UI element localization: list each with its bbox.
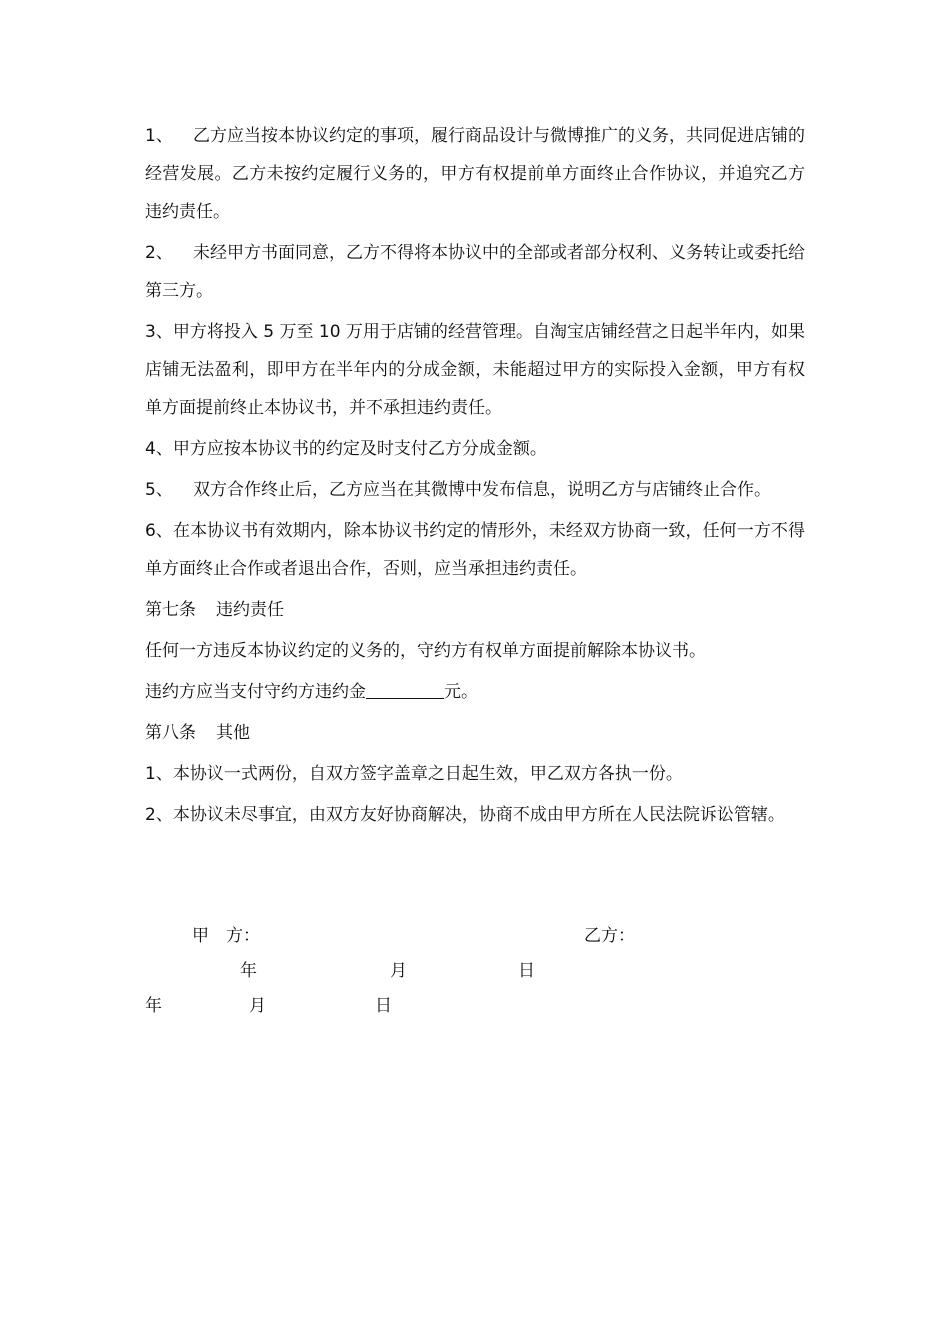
clause-5: 5、 双方合作终止后，乙方应当在其微博中发布信息，说明乙方与店铺终止合作。 (145, 480, 771, 500)
clause-text: 甲方应按本协议书的约定及时支付乙方分成金额。 (172, 439, 547, 459)
article-8-item-2: 2、本协议未尽事宜，由双方友好协商解决，协商不成由甲方所在人民法院诉讼管辖。 (145, 805, 785, 825)
party-b-month: 月 (249, 996, 266, 1016)
document-body (145, 117, 805, 837)
article-7-line-2: 违约方应当支付守约方违约金 元。 (145, 673, 805, 711)
party-a-year: 年 (240, 961, 257, 981)
clause-1: 1、 乙方应当按本协议约定的事项，履行商品设计与微博推广的义务，共同促进店铺的经营发展。乙方未按约定履行义务的，甲方有权提前单方面终止合作协议，并追究乙方违约责任。 (145, 126, 805, 222)
party-a-label: 甲 方： (192, 926, 260, 946)
clause-3: 3、甲方将投入 5 万至 10 万用于店铺的经营管理。自淘宝店铺经营之日起半年内，如果店铺无法盈利，即甲方在半年内的分成金额，未能超过甲方的实际投入金额，甲方有权单方面提前终止本协议书，并不承担违约责任。 (145, 322, 805, 418)
clause-text: 双方合作终止后，乙方应当在其微博中发布信息，说明乙方与店铺终止合作。 (193, 480, 771, 500)
penalty-amount-blank (366, 678, 444, 699)
article-8-item-1: 1、本协议一式两份，自双方签字盖章之日起生效，甲乙双方各执一份。 (145, 764, 683, 784)
clause-text: 甲方将投入 5 万至 10 万用于店铺的经营管理。自淘宝店铺经营之日起半年内，如果店铺无法盈利，即甲方在半年内的分成金额，未能超过甲方的实际投入金额，甲方有权单方面提前终止本协议书，并不承担违约责任。 (145, 322, 805, 418)
party-a-day: 日 (518, 961, 535, 981)
article-7-line-1: 任何一方违反本协议约定的义务的，守约方有权单方面提前解除本协议书。 (145, 641, 706, 661)
party-a-month: 月 (390, 961, 407, 981)
clause-text: 乙方应当按本协议约定的事项，履行商品设计与微博推广的义务，共同促进店铺的经营发展。乙方未按约定履行义务的，甲方有权提前单方面终止合作协议，并追究乙方违约责任。 (145, 126, 805, 222)
party-b-year: 年 (145, 996, 162, 1016)
clause-6: 6、在本协议书有效期内，除本协议书约定的情形外，未经双方协商一致，任何一方不得单方面终止合作或者退出合作，否则，应当承担违约责任。 (145, 521, 805, 579)
party-b-day: 日 (375, 996, 392, 1016)
party-b-label: 乙方： (584, 926, 635, 946)
article-7-heading: 第七条 违约责任 (145, 600, 284, 620)
article-8-heading: 第八条 其他 (145, 723, 250, 743)
clause-2: 2、 未经甲方书面同意，乙方不得将本协议中的全部或者部分权利、义务转让或委托给第三方。 (145, 243, 805, 301)
clause-text: 在本协议书有效期内，除本协议书约定的情形外，未经双方协商一致，任何一方不得单方面终止合作或者退出合作，否则，应当承担违约责任。 (145, 521, 805, 579)
clause-4: 4、甲方应按本协议书的约定及时支付乙方分成金额。 (145, 439, 547, 459)
clause-text: 未经甲方书面同意，乙方不得将本协议中的全部或者部分权利、义务转让或委托给第三方。 (145, 243, 805, 301)
